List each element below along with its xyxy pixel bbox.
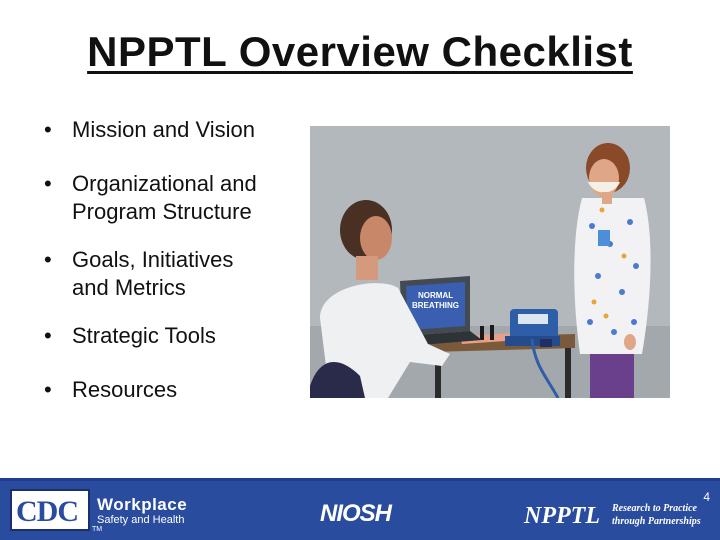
tagline-line-1: Research to Practice [612,503,697,514]
cdc-logo-text: CDC [16,495,78,528]
list-item-text: Resources [72,377,178,402]
list-item-text: Goals, Initiatives [72,247,234,272]
list-item [42,322,304,350]
bullet-icon: • [44,117,52,142]
bullet-icon: • [44,171,52,196]
niosh-logo: NIOSH [320,500,392,527]
cdc-logo [10,489,90,531]
list-item-text: and Metrics [72,275,186,300]
npptl-logo: NPPTL [524,503,600,529]
list-item [42,246,304,302]
checklist [42,116,304,430]
bullet-icon: • [44,377,52,402]
list-item-text: Organizational and [72,171,257,196]
trademark-mark: TM [92,526,103,533]
list-item-text: Program Structure [72,199,252,224]
workplace-label: Workplace [97,495,188,514]
lab-photo-illustration [310,126,670,398]
bullet-icon: • [44,323,52,348]
slide-title: NPPTL Overview Checklist [87,28,633,75]
list-item [42,170,304,226]
list-item [42,116,304,144]
bullet-icon: • [44,247,52,272]
slide-number: 4 [703,490,710,504]
screen-label-1: NORMAL [418,291,454,300]
tagline-line-2: through Partnerships [612,516,701,527]
safety-health-label: Safety and Health [97,514,185,526]
list-item-text: Strategic Tools [72,323,216,348]
list-item-text: Mission and Vision [72,117,256,142]
screen-label-2: BREATHING [412,301,459,310]
lab-photo [310,126,670,398]
list-item [42,376,304,404]
